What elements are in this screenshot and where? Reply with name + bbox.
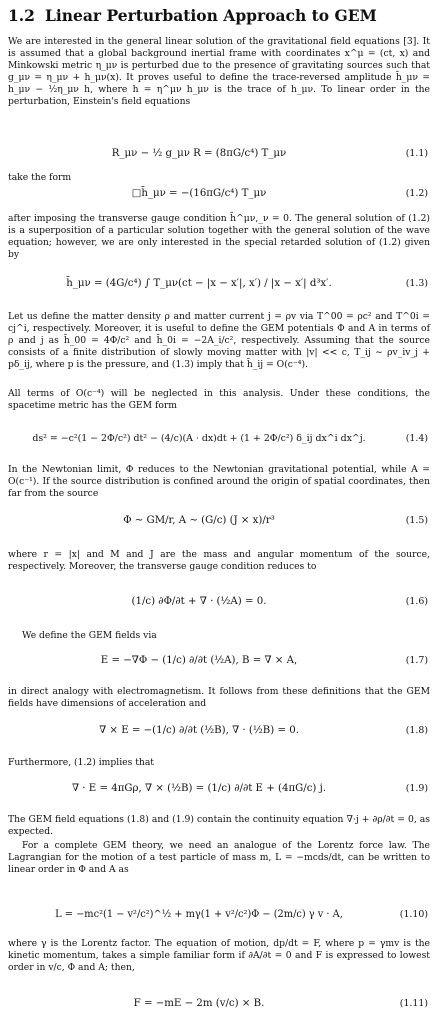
equation-body: F = −mE − 2m (v/c) × B. <box>133 997 265 1009</box>
paragraph-gauge: after imposing the transverse gauge condition h̄^μν,_ν = 0. The general solution of (1.2) is a superposition of a particular solution together with the general solution of the wave equation; however, we are only interested in the special retarded solution of (1.2) given by <box>8 213 430 260</box>
equation-1-11 <box>8 990 430 1016</box>
paragraph-matter-density: Let us define the matter density ρ and matter current j = ρv via T^00 = ρc² and T^0i = cj^i, respectively. Moreover, it is useful to define the GEM potentials Φ and A in terms of ρ and j as h̄_00 = 4Φ/c² and h̄_0i = −2A_i/c², respectively. Assuming that the source consists of a finite distribution of slowly moving matter with |v| << c, T_ij ∼ ρv_iv_j + pδ_ij, where p is the pressure, and (1.3) imply that h̄_ij = O(c⁻⁴). <box>8 311 430 370</box>
paragraph-furthermore: Furthermore, (1.2) implies that <box>8 757 154 768</box>
equation-body: (1/c) ∂Φ/∂t + ∇ · (½A) = 0. <box>131 595 267 607</box>
equation-1-7 <box>8 647 430 673</box>
equation-1-10 <box>8 901 430 927</box>
paragraph-intro: We are interested in the general linear solution of the gravitational field equations [3]. It is assumed that a global background inertial frame with coordinates x^μ = (ct, x) and Minkowski metric η_μν is perturbed due to the presence of gravitating sources such that g_μν = η_μν + h_μν(x). It proves useful to define the trace-reversed amplitude h̄_μν = h_μν − ½η_μν h, where h = η^μν h_μν is the trace of h_μν. To linear order in the perturbation, Einstein's field equations <box>8 36 430 107</box>
equation-number: (1.1) <box>405 147 428 159</box>
equation-1-1 <box>8 140 430 166</box>
paragraph-lorentz-force: For a complete GEM theory, we need an analogue of the Lorentz force law. The Lagrangian for the motion of a test particle of mass m, L = −mcds/dt, can be written to linear order in Φ and A as <box>8 840 430 875</box>
equation-body: h̄_μν = (4G/c⁴) ∫ T_μν(ct − |x − x′|, x′) / |x − x′| d³x′. <box>66 277 332 289</box>
equation-body: E = −∇Φ − (1/c) ∂/∂t (½A), B = ∇ × A, <box>100 654 298 666</box>
paragraph-mass-angular: where r = |x| and M and J are the mass and angular momentum of the source, respectively. Moreover, the transverse gauge condition reduces to <box>8 549 430 572</box>
equation-1-3 <box>8 270 430 296</box>
equation-1-5 <box>8 507 430 533</box>
equation-body: Φ ∼ GM/r, A ∼ (G/c) (J × x)/r³ <box>123 514 275 526</box>
equation-body: ds² = −c²(1 − 2Φ/c²) dt² − (4/c)(A · dx)dt + (1 + 2Φ/c²) δ_ij dx^i dx^j. <box>32 432 366 444</box>
equation-number: (1.10) <box>399 908 428 920</box>
equation-number: (1.2) <box>405 187 428 199</box>
equation-number: (1.4) <box>405 432 428 444</box>
equation-body: L = −mc²(1 − v²/c²)^½ + mγ(1 + v²/c²)Φ − (2m/c) γ v · A, <box>55 908 343 920</box>
paragraph-analogy: in direct analogy with electromagnetism. It follows from these definitions that the GEM fields have dimensions of acceleration and <box>8 686 430 709</box>
paragraph-take-form: take the form <box>8 172 72 183</box>
equation-1-9 <box>8 775 430 801</box>
section-number: 1.2 <box>8 6 35 25</box>
equation-1-2 <box>8 180 430 206</box>
section-heading <box>8 6 377 25</box>
equation-number: (1.7) <box>405 654 428 666</box>
section-title: Linear Perturbation Approach to GEM <box>44 6 377 25</box>
equation-body: ∇ × E = −(1/c) ∂/∂t (½B), ∇ · (½B) = 0. <box>99 724 299 736</box>
equation-number: (1.6) <box>405 595 428 607</box>
equation-1-8 <box>8 717 430 743</box>
paragraph-equation-of-motion: where γ is the Lorentz factor. The equation of motion, dp/dt = F, where p = γmv is the kinetic momentum, takes a simple familiar form if ∂A/∂t = 0 and F is expressed to lowest order in v/c, Φ and A; then, <box>8 938 430 973</box>
equation-number: (1.3) <box>405 277 428 289</box>
paragraph-continuity: The GEM field equations (1.8) and (1.9) contain the continuity equation ∇·j + ∂ρ/∂t = 0, as expected. <box>8 814 430 837</box>
paragraph-define-fields: We define the GEM fields via <box>22 630 157 641</box>
equation-number: (1.5) <box>405 514 428 526</box>
equation-1-4 <box>8 425 430 451</box>
equation-1-6 <box>8 588 430 614</box>
equation-number: (1.11) <box>399 997 428 1009</box>
equation-body: □h̄_μν = −(16πG/c⁴) T_μν <box>131 187 267 199</box>
paragraph-newtonian-limit: In the Newtonian limit, Φ reduces to the Newtonian gravitational potential, while A = O(c⁻¹). If the source distribution is confined around the origin of spatial coordinates, then far from the source <box>8 464 430 499</box>
equation-number: (1.9) <box>405 782 428 794</box>
equation-body: ∇ · E = 4πGρ, ∇ × (½B) = (1/c) ∂/∂t E + (4πG/c) j. <box>71 782 327 794</box>
equation-number: (1.8) <box>405 724 428 736</box>
equation-body: R_μν − ½ g_μν R = (8πG/c⁴) T_μν <box>111 147 287 159</box>
paragraph-neglect-terms: All terms of O(c⁻⁴) will be neglected in this analysis. Under these conditions, the spacetime metric has the GEM form <box>8 388 430 411</box>
